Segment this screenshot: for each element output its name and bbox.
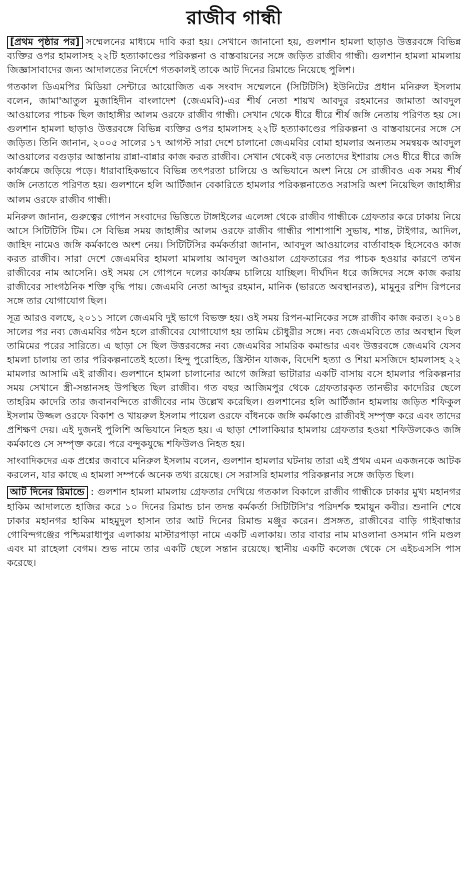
article-paragraph-6 [7,486,461,570]
article-paragraph-5 [7,455,461,483]
article-paragraph-1 [7,36,461,78]
section-subheading: আট দিনের রিমান্ডে [7,486,88,499]
article-paragraph-3 [7,211,461,309]
paragraph-text: সাংবাদিকদের এক প্রশ্নের জবাবে মনিরুল ইসলাম বলেন, গুলশান হামলার ঘটনায় তারা এই প্রথম এমন একজনকে আটক করলেন, যার কাছে এ হামলা সম্পর্কে অনেক তথ্য রয়েছে। সে সরাসরি হামলার পরিকল্পনার সঙ্গে জড়িত ছিল। [7,456,461,482]
paragraph-text: সূত্র আরও বলছে, ২০১১ সালে জেএমবি দুই ভাগে বিভক্ত হয়। ওই সময় রিপন-মানিকের সঙ্গে রাজীব কাজ করত। ২০১৪ সালের পর নব্য জেএমবির গঠন হলে রাজীবের যোগাযোগ হয় তামিম চৌধুরীর সঙ্গে। নব্য জেএমবিতে তার অবস্থান ছিল তামিমের পরের সারিতে। এ ছাড়া সে ছিল উত্তরবঙ্গের নব্য জেএমবির সামরিক কমান্ডার এবং উত্তরবঙ্গে জেএমবি যেসব হামলা চালায় তা তার পরিকল্পনাতেই হতো। হিন্দু পুরোহিত, খ্রিস্টান যাজক, বিদেশি হত্যা ও শিয়া মসজিদে হামলাসহ ২২ মামলার আসামি এই রাজীব। গুলশানে হামলা চালানোর আগে জঙ্গিরা ভাটারার একটি বাসায় বসে হামলার পরিকল্পনার সময় সেখানে স্ত্রী-সন্তানসহ উপস্থিত ছিল রাজীব। গত বছর আজিমপুর থেকে গ্রেফতারকৃত তানভীর কাদেরির ছেলে তাহরিম কাদেরি তার জবানবন্দিতে রাজীবের নাম উল্লেখ করেছিল। গুলশানের হলি আর্টিজান হামলায় জড়িত শফিকুল ইসলাম উজ্জল ওরফে বিকাশ ও খায়রুল ইসলাম পায়েল ওরফে বাঁধনকে জঙ্গি কর্মকাণ্ডে রাজীবই সম্পৃক্ত করে এবং তাদের প্রশিক্ষণ দেয়। এই দুজনই পুলিশি অভিযানে নিহত হয়। এ ছাড়া শোলাকিয়ার হামলায় গ্রেফতার হওয়া শফিউলকেও জঙ্গি কর্মকাণ্ডে সে সম্পৃক্ত করে। পরে বন্দুকযুদ্ধে শফিউলও নিহত হয়। [7,312,461,451]
continuation-marker: [প্রথম পৃষ্ঠার পর] [7,36,83,49]
paragraph-text: : গুলশান হামলা মামলায় গ্রেফতার দেখিয়ে গতকাল বিকালে রাজীব গান্ধীকে ঢাকার মুখ্য মহানগর হাকিম আদালতে হাজির করে ১০ দিনের রিমান্ড চান তদন্ত কর্মকর্তা সিটিটিসি'র পরিদর্শক হুমায়ুন কবীর। শুনানি শেষে ঢাকার মহানগর হাকিম মাহমুদুল হাসান তার আট দিনের রিমান্ড মঞ্জুর করেন। প্রসঙ্গত, রাজীবের বাড়ি গাইবান্ধার গোবিন্দগঞ্জের পশ্চিমরাধাপুর এলাকায় মাস্টারপাড়া নামে একটি এলাকায়। তার বাবার নাম মাওলানা ওসমান গনি মণ্ডল এবং মা রাহেলা বেগম। শুভ নামে তার একটি ছেলে সন্তান রয়েছে। স্থানীয় একটি কলেজ থেকে সে এইচএসসি পাস করেছে। [7,487,461,569]
article-paragraph-4 [7,312,461,452]
article-title: রাজীব গান্ধী [186,7,282,29]
paragraph-text: গতকাল ডিএমপির মিডিয়া সেন্টারে আয়োজিত এক সংবাদ সম্মেলনে (সিটিটিসি) ইউনিটের প্রধান মনিরুল ইসলাম বলেন, জামা'আতুল মুজাহিদীন বাংলাদেশ (জেএমবি)-এর শীর্ষ নেতা শায়খ আবদুর রহমানের জামাতা আবদুল আওয়ালের পাচক ছিল জাহাঙ্গীর আলম ওরফে রাজীব গান্ধী। সেখান থেকে ধীরে ধীরে শীর্ষ জঙ্গি নেতায় পরিণত হয় সে। গুলশান হামলা ছাড়াও উত্তরবঙ্গে বিভিন্ন ব্যক্তির ওপর হামলাসহ ২২টি হত্যাকাণ্ডের পরিকল্পনা ও বাস্তবায়নের সঙ্গে সে জড়িত। তিনি জানান, ২০০৫ সালের ১৭ আগস্ট সারা দেশে চালানো জেএমবির বোমা হামলার অন্যতম সমন্বয়ক আবদুল আওয়ালের বগুড়ার আস্তানায় রান্না-বান্নার কাজ করত রাজীব। সেখান থেকেই বড় নেতাদের ইশারায় সেও ধীরে ধীরে জঙ্গি কার্যক্রমে জড়িয়ে পড়ে। ধারাবাহিকভাবে বিভিন্ন তৎপরতা চালিয়ে ও অভিযানে অংশ নিয়ে সে রাজীবও এক সময় শীর্ষ জঙ্গি নেতাতে পরিণত হয়। গুলশানে হলি আর্টিজান বেকারিতে হামলার পরিকল্পনাতেও সরাসরি অংশ নিয়েছিল জাহাঙ্গীর আলম ওরফে রাজীব গান্ধী। [7,82,461,206]
paragraph-text: সম্মেলনের মাধ্যমে দাবি করা হয়। সেখানে জানানো হয়, গুলশান হামলা ছাড়াও উত্তরবঙ্গে বিভিন্ন ব্যক্তির ওপর হামলাসহ ২২টি হত্যাকাণ্ডের পরিকল্পনা ও বাস্তবায়নের সঙ্গে জড়িত রাজীব গান্ধী। গুলশান হামলা মামলায় জিজ্ঞাসাবাদের জন্য আদালতের নির্দেশে গতকালই তাকে আট দিনের রিমান্ডে নিয়েছে পুলিশ। [7,37,461,77]
article-paragraph-2 [7,81,461,207]
paragraph-text: মনিরুল জানান, গুরুত্বের গোপন সংবাদের ভিত্তিতে টাঙ্গাইলের এলেঙ্গা থেকে রাজীব গান্ধীকে গ্রেফতার করে ঢাকায় নিয়ে আসে সিটিটিসি টিম। সে বিভিন্ন সময় জাহাঙ্গীর আলম ওরফে রাজীব গান্ধীর পাশাপাশি সুভাষ, শান্ত, টাইগার, আদিল, জাহিদ নামেও জঙ্গি কর্মকাণ্ডে অংশ নেয়। সিটিটিসির কর্মকর্তারা জানান, আবদুল আওয়ালের বার্তাবাহক হিসেবেও কাজ করত রাজীব। সারা দেশে জেএমবির হামলা মামলায় আবদুল আওয়াল গ্রেফতারের পর পাচক হওয়ার কারণে তখন রাজীবের নাম আসেনি। ওই সময় সে গোপনে দলের কার্যক্রম চালিয়ে যাচ্ছিল। দীর্ঘদিন ধরে জঙ্গিদের সঙ্গে কাজ করায় রাজীবের সাংগঠনিক শক্তি বৃদ্ধি পায়। জেএমবি নেতা আব্দুর রহমান, মানিক (ভারতে অবস্থানরত), মামুনুর রশিদ রিপনের সঙ্গে তার যোগাযোগ ছিল। [7,211,461,307]
